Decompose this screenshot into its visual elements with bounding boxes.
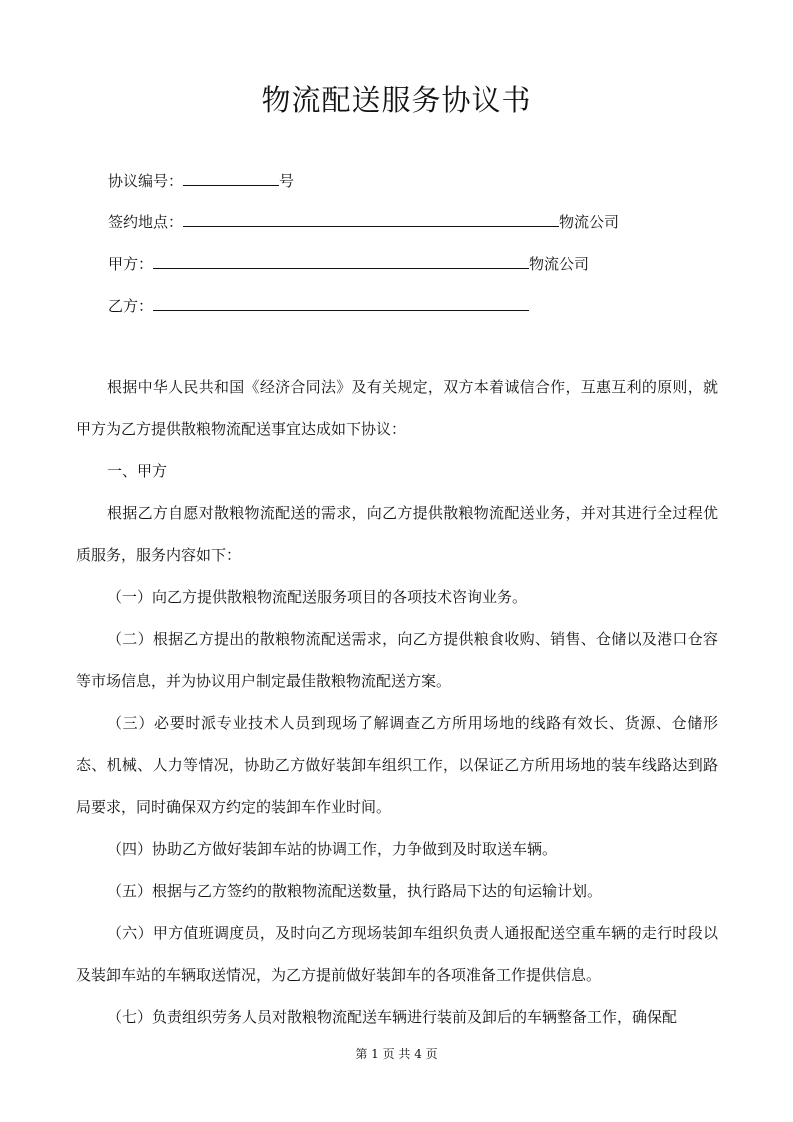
party-a-blank: [153, 253, 529, 269]
signing-location-label: 签约地点：: [108, 213, 184, 231]
party-a-suffix: 物流公司: [529, 255, 590, 273]
agreement-number-suffix: 号: [279, 172, 295, 190]
paragraph-item-7: （七）负责组织劳务人员对散粮物流配送车辆进行装前及卸后的车辆整备工作，确保配: [107, 1008, 678, 1026]
signing-location-blank: [183, 211, 559, 227]
signing-location-field: [108, 211, 619, 232]
section-heading-party-a: 一、甲方: [107, 462, 168, 480]
agreement-number-field: [108, 170, 294, 191]
party-a-field: [108, 253, 589, 274]
signing-location-suffix: 物流公司: [559, 213, 620, 231]
document-title: 物流配送服务协议书: [261, 83, 532, 117]
paragraph-item-1: （一）向乙方提供散粮物流配送服务项目的各项技术咨询业务。: [107, 588, 528, 606]
party-b-label: 乙方：: [108, 297, 154, 315]
paragraph-service-overview: 根据乙方自愿对散粮物流配送的需求，向乙方提供散粮物流配送业务，并对其进行全过程优质服务，服务内容如下：: [76, 504, 718, 564]
agreement-number-label: 协议编号：: [108, 172, 184, 190]
party-a-label: 甲方：: [108, 255, 154, 273]
agreement-number-blank: [183, 170, 279, 186]
party-b-blank: [153, 295, 529, 311]
paragraph-preamble: 根据中华人民共和国《经济合同法》及有关规定，双方本着诚信合作，互惠互利的原则，就甲方为乙方提供散粮物流配送事宜达成如下协议：: [76, 378, 718, 438]
page-footer: 第 1 页 共 4 页: [355, 1047, 438, 1061]
party-b-field: [108, 295, 529, 316]
paragraph-item-5: （五）根据与乙方签约的散粮物流配送数量，执行路局下达的旬运输计划。: [107, 882, 603, 900]
paragraph-item-3: （三）必要时派专业技术人员到现场了解调查乙方所用场地的线路有效长、货源、仓储形态、机械、人力等情况，协助乙方做好装卸车组织工作，以保证乙方所用场地的装车线路达到路局要求，同时确保双方约定的装卸车作业时间。: [76, 714, 718, 816]
paragraph-item-4: （四）协助乙方做好装卸车站的协调工作，力争做到及时取送车辆。: [107, 840, 558, 858]
paragraph-item-6: （六）甲方值班调度员，及时向乙方现场装卸车组织负责人通报配送空重车辆的走行时段以及装卸车站的车辆取送情况，为乙方提前做好装卸车的各项准备工作提供信息。: [76, 924, 718, 984]
paragraph-item-2: （二）根据乙方提出的散粮物流配送需求，向乙方提供粮食收购、销售、仓储以及港口仓容等市场信息，并为协议用户制定最佳散粮物流配送方案。: [76, 630, 718, 690]
